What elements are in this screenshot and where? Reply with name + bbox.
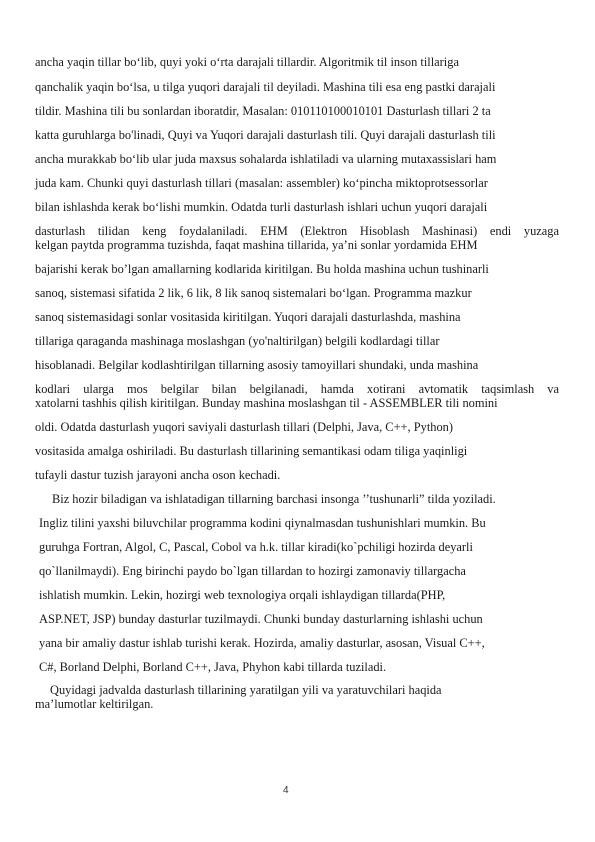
text-line: qo`llanilmaydi). Eng birinchi paydo bo`lgan tillardan to hozirgi zamonaviy tillargacha — [39, 564, 466, 578]
text-line: yana bir amaliy dastur ishlab turishi kerak. Hozirda, amaliy dasturlar, asosan, Visual C++, — [39, 636, 485, 650]
text-line: sanoq, sistemasi sifatida 2 lik, 6 lik, 8 lik sanoq sistemalari bo‘lgan. Programma mazkur — [35, 286, 472, 300]
text-line: sanoq sistemasidagi sonlar vositasida kiritilgan. Yuqori darajali dasturlashda, mashina — [35, 310, 461, 324]
text-line: bilan ishlashda kerak bo‘lishi mumkin. Odatda turli dasturlash ishlari uchun yuqori darajali — [35, 200, 488, 214]
page-number: 4 — [283, 785, 289, 796]
text-line: juda kam. Chunki quyi dasturlash tillari (masalan: assembler) ko‘pincha miktoprotsessorlar — [35, 176, 488, 190]
text-line: ishlatish mumkin. Lekin, hozirgi web texnologiya orqali ishlaydigan tillarda(PHP, — [39, 588, 446, 602]
text-line: hisoblanadi. Belgilar kodlashtirilgan tillarning asosiy tamoyillari shundaki, unda mashina — [35, 358, 479, 372]
text-line: Quyidagi jadvalda dasturlash tillarining yaratilgan yili va yaratuvchilari haqida — [50, 683, 442, 697]
text-line: guruhga Fortran, Algol, C, Pascal, Cobol va h.k. tillar kiradi(ko`pchiligi hozirda deyarli — [39, 540, 473, 554]
text-line: ancha murakkab bo‘lib ular juda maxsus sohalarda ishlatiladi va ularning mutaxassislari ham — [35, 152, 497, 166]
text-line: C#, Borland Delphi, Borland C++, Java, Phyhon kabi tillarda tuziladi. — [39, 660, 387, 674]
text-line: ASP.NET, JSP) bunday dasturlar tuzilmaydi. Chunki bunday dasturlarning ishlashi uchun — [39, 612, 483, 626]
text-line: tufayli dastur tuzish jarayoni ancha oson kechadi. — [35, 468, 281, 482]
text-line: kelgan paytda programma tuzishda, faqat mashina tillarida, ya’ni sonlar yordamida EHM — [35, 238, 478, 252]
text-line: oldi. Odatda dasturlash yuqori saviyali dasturlash tillari (Delphi, Java, C++, Python) — [35, 420, 453, 434]
text-line: vositasida amalga oshiriladi. Bu dasturlash tillarining semantikasi odam tiliga yaqinligi — [35, 444, 468, 458]
text-line: Ingliz tilini yaxshi biluvchilar programma kodini qiynalmasdan tushunishlari mumkin. Bu — [39, 516, 486, 530]
text-line: qanchalik yaqin bo‘lsa, u tilga yuqori darajali til deyiladi. Mashina tili esa eng pastki darajali — [35, 80, 496, 94]
text-line: ma’lumotlar keltirilgan. — [35, 697, 154, 711]
text-line: Biz hozir biladigan va ishlatadigan tillarning barchasi insonga ’’tushunarli” tilda yoziladi. — [52, 492, 496, 506]
text-line: katta guruhlarga bo'linadi, Quyi va Yuqori darajali dasturlash tili. Quyi darajali dasturlash tili — [35, 128, 496, 142]
text-line: dasturlash tilidan keng foydalaniladi. EHM (Elektron Hisoblash Mashinasi) endi yuzaga — [35, 224, 559, 238]
text-line: xatolarni tashhis qilish kiritilgan. Bunday mashina moslashgan til - ASSEMBLER tili nomini — [35, 396, 498, 410]
text-line: ancha yaqin tillar bo‘lib, quyi yoki o‘rta darajali tillardir. Algoritmik til inson tillariga — [35, 55, 459, 69]
text-line: kodlari ularga mos belgilar bilan belgilanadi, hamda xotirani avtomatik taqsimlash va — [35, 382, 559, 396]
text-line: tillariga qaraganda mashinaga moslashgan (yo'naltirilgan) belgili kodlardagi tillar — [35, 334, 440, 348]
text-line: tildir. Mashina tili bu sonlardan iboratdir, Masalan: 010110100010101 Dasturlash tillari 2 ta — [35, 104, 491, 118]
text-line: bajarishi kerak bo’lgan amallarning kodlarida kiritilgan. Bu holda mashina uchun tushinarli — [35, 262, 489, 276]
